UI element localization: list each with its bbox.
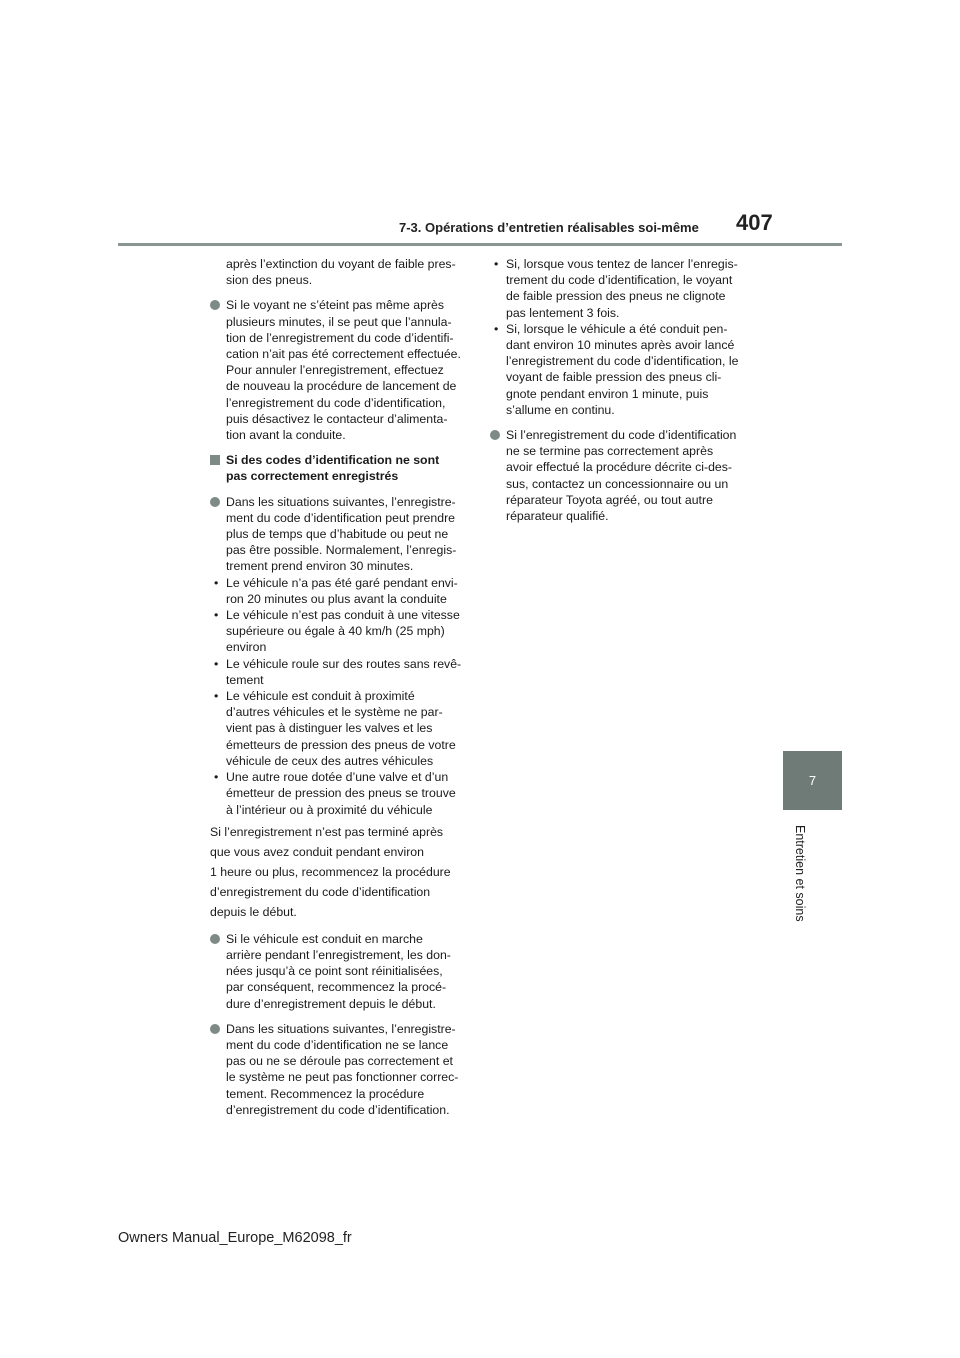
sub-bullet-icon: • [214,656,219,671]
text-line: gnote pendant environ 1 minute, puis [506,386,709,401]
sub-list-item [490,321,752,418]
text-line: tion avant la conduite. [226,428,346,443]
text-line: ron 20 minutes ou plus avant la conduite [226,591,447,606]
text-line: environ [226,640,267,655]
sub-bullet-icon: • [214,575,219,590]
text-line: tion de l’enregistrement du code d’identifi- [226,330,454,345]
text-line: Si le voyant ne s’éteint pas même après [226,298,445,313]
text-line: arrière pendant l’enregistrement, les don- [226,947,451,962]
text-line: pas être possible. Normalement, l’enregis- [226,543,457,558]
text-line: ne se termine pas correctement après [506,444,714,459]
text-line: pas ou ne se déroule pas correctement et [226,1054,453,1069]
text-line: Dans les situations suivantes, l’enregistre- [226,494,456,509]
text-line: à l’intérieur ou à proximité du véhicule [226,802,433,817]
text-line: Si le véhicule est conduit en marche [226,931,423,946]
text-line: l’enregistrement du code d’identification, le [506,354,739,369]
text-line: de nouveau la procédure de lancement de [226,379,457,394]
text-line: cation n’ait pas été correctement effectuée. [226,347,461,362]
sub-list-item [490,256,752,321]
text-line: réparateur qualifié. [506,509,609,524]
bullet-item [210,931,468,1012]
text-line: Le véhicule est conduit à proximité [226,689,415,704]
sub-list-item [210,688,468,769]
sub-list-item [210,607,468,656]
text-line: réparateur Toyota agréé, ou tout autre [506,492,713,507]
right-column [490,256,752,524]
note-paragraph [210,822,468,922]
sub-bullet-icon: • [214,608,219,623]
text-line: tement. Recommencez la procédure [226,1086,425,1101]
text-line: l’enregistrement du code d’identification, [226,395,446,410]
bullet-item [490,427,752,524]
text-line: sus, contactez un concessionnaire ou un [506,476,729,491]
text-line: nées jusqu’à ce point sont réinitialisées, [226,964,443,979]
text-line: après l’extinction du voyant de faible pres- [226,257,456,271]
header-divider [118,243,842,246]
text-line: plus de temps que d’habitude ou peut ne [226,527,449,542]
sub-list [490,256,752,418]
bullet-item [210,494,468,575]
chapter-label-text: Entretien et soins [793,824,807,922]
sub-list-item [210,769,468,818]
text-line: Le véhicule n’a pas été garé pendant envi- [226,575,458,590]
bullet-circle-icon [210,1024,220,1034]
text-line: s’allume en continu. [506,402,615,417]
text-line: Le véhicule n’est pas conduit à une vitesse [226,608,460,623]
text-line: véhicule de ceux des autres véhicules [226,753,434,768]
section-heading [210,452,468,484]
sub-bullet-icon: • [494,257,499,271]
text-line: que vous avez conduit pendant environ [210,844,424,859]
text-line: dure d’enregistrement depuis le début. [226,996,436,1011]
text-line: supérieure ou égale à 40 km/h (25 mph) [226,624,445,639]
text-line: Pour annuler l’enregistrement, effectuez [226,363,444,378]
sub-list-item [210,656,468,688]
text-line: plusieurs minutes, il se peut que l’annula- [226,314,452,329]
text-line: Si, lorsque vous tentez de lancer l’enregis- [506,257,738,271]
text-line: Si l’enregistrement du code d’identification [506,428,737,443]
bullet-item [210,1021,468,1118]
text-line: tement [226,672,264,687]
text-line: d’autres véhicules et le système ne par- [226,705,443,720]
text-line: émetteur de pression des pneus se trouve [226,786,456,801]
text-line: Une autre roue dotée d’une valve et d’un [226,770,449,785]
text-line: 1 heure ou plus, recommencez la procédure [210,864,451,879]
intro-paragraph [210,256,468,288]
text-line: Si l’enregistrement n’est pas terminé après [210,824,444,839]
bullet-circle-icon [210,300,220,310]
sub-bullet-icon: • [214,689,219,704]
heading-square-icon [210,455,220,465]
chapter-number: 7 [808,773,817,788]
bullet-circle-icon [210,497,220,507]
chapter-tab [783,751,842,810]
footer-doc-id: Owners Manual_Europe_M62098_fr [118,1230,352,1246]
bullet-circle-icon [210,934,220,944]
sub-list [210,575,468,818]
text-line: sion des pneus. [226,273,313,288]
text-line: voyant de faible pression des pneus cli- [506,370,722,385]
text-line: ment du code d’identification ne se lance [226,1037,449,1052]
text-line: pas correctement enregistrés [226,469,399,484]
page-number: 407 [736,210,773,235]
text-line: d’enregistrement du code d’identification [210,884,431,899]
text-line: émetteurs de pression des pneus de votre [226,737,456,752]
sub-list-item [210,575,468,607]
text-line: trement du code d’identification, le voyant [506,273,733,288]
text-line: par conséquent, recommencez la procé- [226,980,447,995]
text-line: pas lentement 3 fois. [506,305,620,320]
text-line: d’enregistrement du code d’identification. [226,1102,450,1117]
text-line: de faible pression des pneus ne clignote [506,289,726,304]
sub-bullet-icon: • [494,321,499,336]
text-line: ment du code d’identification peut prendre [226,510,456,525]
bullet-circle-icon [490,430,500,440]
running-header-section: 7-3. Opérations d’entretien réalisables soi-même [399,220,699,235]
left-column [210,256,468,1118]
text-line: avoir effectué la procédure décrite ci-des- [506,460,733,475]
text-line: le système ne peut pas fonctionner correc- [226,1070,459,1085]
text-line: Dans les situations suivantes, l’enregistre- [226,1021,456,1036]
text-line: puis désactivez le contacteur d’alimenta- [226,411,448,426]
text-line: depuis le début. [210,904,297,919]
bullet-item [210,297,468,443]
text-line: Si, lorsque le véhicule a été conduit pen- [506,321,728,336]
text-line: vient pas à distinguer les valves et les [226,721,433,736]
text-line: Le véhicule roule sur des routes sans revê- [226,656,462,671]
sub-bullet-icon: • [214,770,219,785]
chapter-label [785,818,815,928]
text-line: Si des codes d’identification ne sont [226,453,440,468]
text-line: trement prend environ 30 minutes. [226,559,414,574]
text-line: dant environ 10 minutes après avoir lancé [506,338,735,353]
